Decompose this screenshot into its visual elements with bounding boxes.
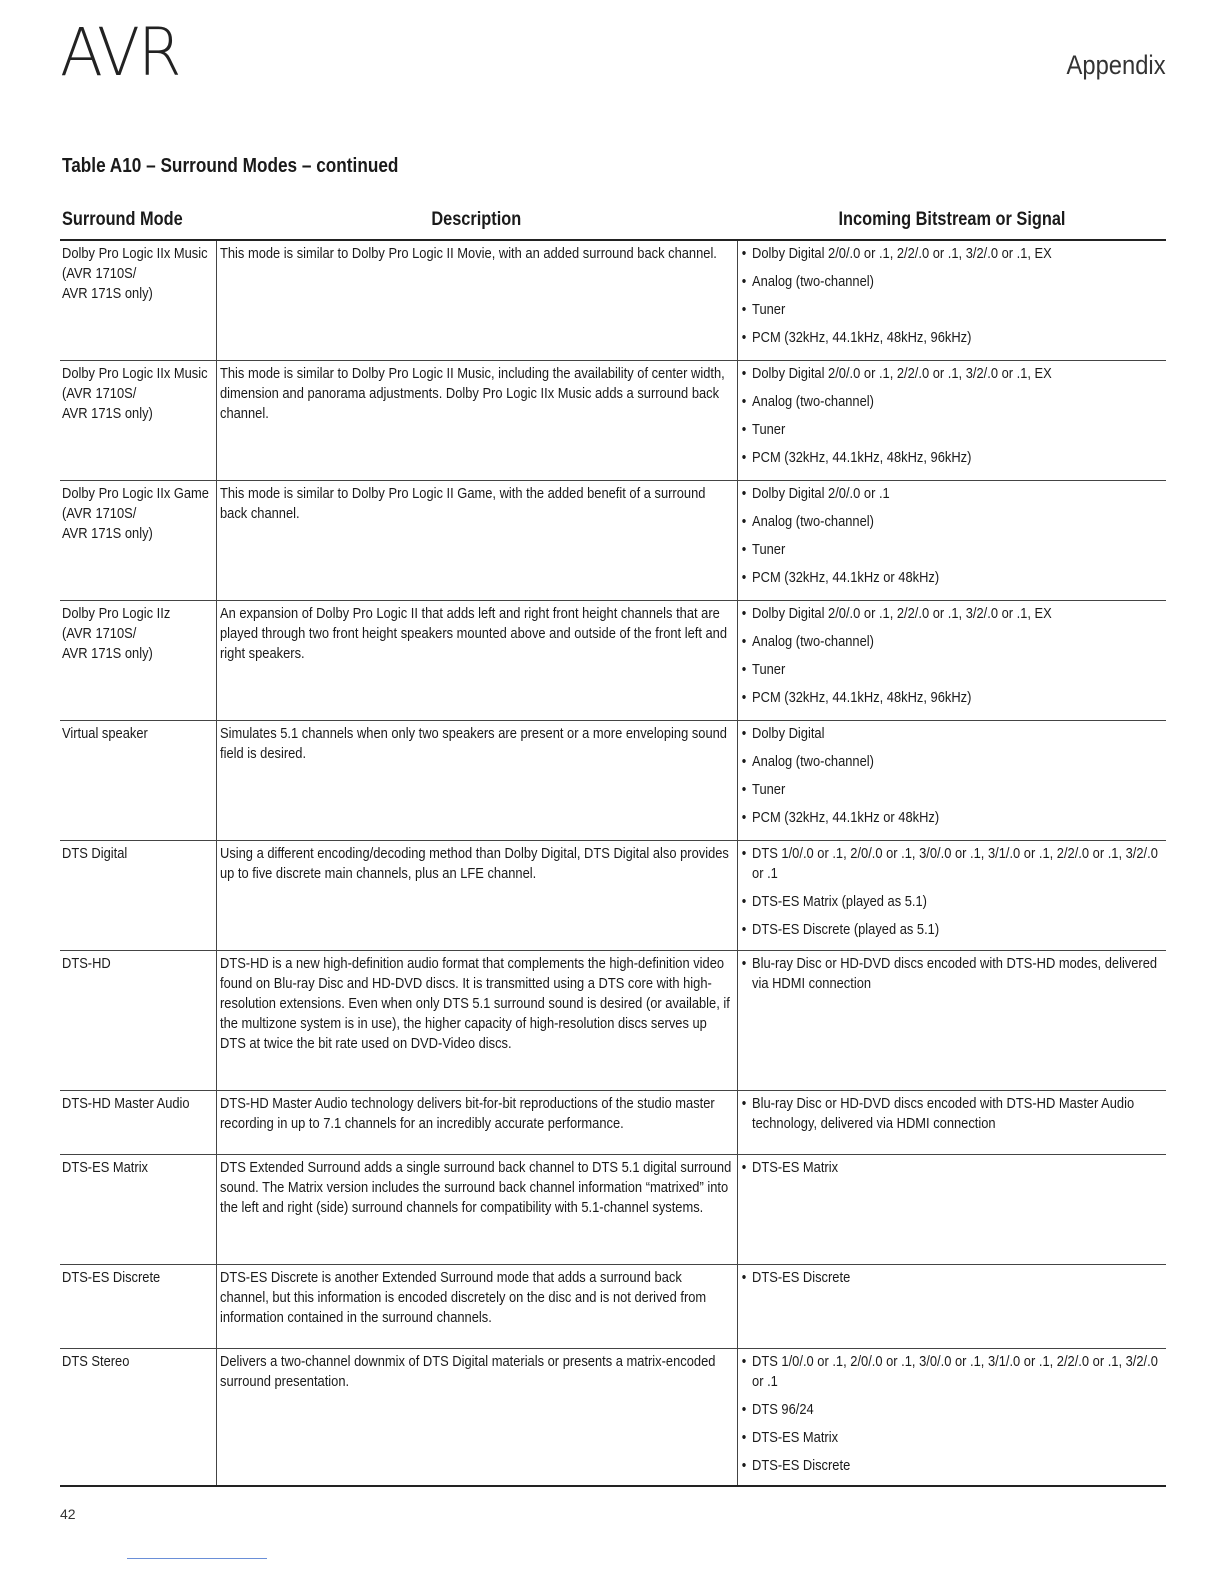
signal-list	[740, 604, 1163, 708]
signal-cell	[737, 950, 1166, 1090]
surround-mode-line: Dolby Pro Logic IIz	[62, 604, 171, 622]
signal-list-item: • Analog (two-channel)	[740, 512, 1163, 532]
description-cell	[216, 1090, 737, 1154]
signal-list	[740, 1158, 1163, 1178]
signal-list-item: • Dolby Digital 2/0/.0 or .1, 2/2/.0 or .1, 3/2/.0 or .1, EX	[740, 604, 1163, 624]
section-title: Appendix	[1066, 50, 1166, 80]
signal-list-item: • DTS-ES Matrix	[740, 1428, 1163, 1448]
signal-list-item: • Analog (two-channel)	[740, 752, 1163, 772]
signal-list-item: • PCM (32kHz, 44.1kHz, 48kHz, 96kHz)	[740, 448, 1163, 468]
description-text: This mode is similar to Dolby Pro Logic II Movie, with an added surround back channel.	[219, 245, 717, 262]
signal-list-item: • Dolby Digital	[740, 724, 1163, 744]
signal-list-item: • Dolby Digital 2/0/.0 or .1, 2/2/.0 or .1, 3/2/.0 or .1, EX	[740, 364, 1163, 384]
signal-list-item: • Blu-ray Disc or HD-DVD discs encoded with DTS-HD Master Audio technology, delivered via HDMI connection	[740, 1094, 1163, 1134]
description-cell	[216, 360, 737, 480]
surround-mode-cell	[60, 950, 216, 1090]
signal-list-item: • Tuner	[740, 420, 1163, 440]
signal-list-item: • Blu-ray Disc or HD-DVD discs encoded with DTS-HD modes, delivered via HDMI connection	[740, 954, 1163, 994]
surround-mode-line: Dolby Pro Logic IIx Music	[62, 245, 208, 262]
signal-list	[740, 484, 1163, 588]
brand-logo: AVR	[60, 14, 180, 91]
signal-list-item: • Analog (two-channel)	[740, 632, 1163, 652]
description-cell	[216, 480, 737, 600]
description-cell	[216, 950, 737, 1090]
description-text: DTS-ES Discrete is another Extended Surround mode that adds a surround back channel, but this information is encoded discretely on the disc and is not derived from information contained in the surround channels.	[219, 1268, 706, 1326]
description-text: An expansion of Dolby Pro Logic II that adds left and right front height channels that are played through two front height speakers mounted above and outside of the front left and right speakers.	[219, 604, 727, 662]
signal-cell	[737, 360, 1166, 480]
signal-list-item: • Tuner	[740, 780, 1163, 800]
signal-list-item: • DTS 96/24	[740, 1400, 1163, 1420]
signal-list	[740, 844, 1163, 940]
description-text: Delivers a two-channel downmix of DTS Digital materials or presents a matrix-encoded surround presentation.	[219, 1352, 715, 1390]
surround-mode-line: AVR 171S only)	[62, 285, 153, 302]
description-text: This mode is similar to Dolby Pro Logic II Music, including the availability of center width, dimension and panorama adjustments. Dolby Pro Logic IIx Music adds a surround back channel.	[219, 364, 725, 422]
footer-rule	[127, 1558, 267, 1559]
table-row	[60, 480, 1166, 600]
surround-mode-line: AVR 171S only)	[62, 404, 153, 422]
signal-list-item: • PCM (32kHz, 44.1kHz, 48kHz, 96kHz)	[740, 328, 1163, 348]
surround-mode-line: DTS Digital	[62, 844, 128, 862]
signal-cell	[737, 1348, 1166, 1486]
table-title: Table A10 – Surround Modes – continued	[62, 155, 399, 177]
surround-mode-line: DTS Stereo	[62, 1352, 130, 1370]
surround-mode-cell	[60, 480, 216, 600]
surround-mode-cell	[60, 1264, 216, 1348]
table-row	[60, 1348, 1166, 1486]
signal-list-item: • DTS 1/0/.0 or .1, 2/0/.0 or .1, 3/0/.0 or .1, 3/1/.0 or .1, 2/2/.0 or .1, 3/2/.0 or .1	[740, 844, 1163, 884]
signal-cell	[737, 1264, 1166, 1348]
signal-list	[740, 364, 1163, 468]
description-cell	[216, 720, 737, 840]
signal-list-item: • PCM (32kHz, 44.1kHz or 48kHz)	[740, 808, 1163, 828]
signal-list	[740, 1094, 1163, 1134]
surround-mode-line: DTS-HD Master Audio	[62, 1094, 190, 1112]
signal-list-item: • Analog (two-channel)	[740, 392, 1163, 412]
signal-list-item: • Tuner	[740, 660, 1163, 680]
signal-cell	[737, 240, 1166, 360]
signal-list-item: • DTS-ES Matrix	[740, 1158, 1163, 1178]
table-row	[60, 600, 1166, 720]
description-text: DTS-HD Master Audio technology delivers bit-for-bit reproductions of the studio master recording in up to 7.1 channels for an incredibly accurate performance.	[219, 1094, 715, 1132]
signal-list-item: • DTS-ES Discrete	[740, 1456, 1163, 1476]
signal-list-item: • Tuner	[740, 300, 1163, 320]
page-number: 42	[60, 1506, 76, 1522]
surround-mode-line: DTS-ES Discrete	[62, 1268, 161, 1286]
signal-cell	[737, 480, 1166, 600]
description-cell	[216, 1264, 737, 1348]
column-header-signal: Incoming Bitstream or Signal	[737, 202, 1166, 240]
surround-mode-line: (AVR 1710S/	[62, 265, 137, 282]
surround-mode-line: (AVR 1710S/	[62, 384, 137, 402]
description-text: Simulates 5.1 channels when only two speakers are present or a more enveloping sound field is desired.	[219, 724, 727, 762]
table-row	[60, 950, 1166, 1090]
surround-mode-line: Dolby Pro Logic IIx Game	[62, 484, 209, 502]
signal-cell	[737, 840, 1166, 950]
table-row	[60, 240, 1166, 360]
surround-mode-line: (AVR 1710S/	[62, 624, 137, 642]
description-cell	[216, 840, 737, 950]
signal-cell	[737, 720, 1166, 840]
signal-cell	[737, 600, 1166, 720]
surround-modes-table	[60, 202, 1166, 1487]
description-text: DTS Extended Surround adds a single surround back channel to DTS 5.1 digital surround sound. The Matrix version includes the surround back channel information “matrixed” into the left and right (side) surround channels for compatibility with 5.1-channel systems.	[219, 1158, 731, 1216]
surround-mode-line: DTS-HD	[62, 954, 111, 972]
description-text: This mode is similar to Dolby Pro Logic II Game, with the added benefit of a surround back channel.	[219, 484, 705, 522]
surround-mode-line: AVR 171S only)	[62, 524, 153, 542]
surround-mode-cell	[60, 1348, 216, 1486]
surround-mode-cell	[60, 360, 216, 480]
surround-mode-cell	[60, 600, 216, 720]
signal-list-item: • Dolby Digital 2/0/.0 or .1	[740, 484, 1163, 504]
column-header-mode: Surround Mode	[60, 202, 216, 240]
surround-mode-line: Dolby Pro Logic IIx Music	[62, 364, 208, 382]
surround-mode-line: AVR 171S only)	[62, 644, 153, 662]
signal-list	[740, 244, 1163, 348]
table-row	[60, 1264, 1166, 1348]
signal-list	[740, 1352, 1163, 1476]
description-cell	[216, 240, 737, 360]
signal-cell	[737, 1090, 1166, 1154]
table-row	[60, 840, 1166, 950]
description-cell	[216, 1348, 737, 1486]
signal-list-item: • DTS-ES Discrete	[740, 1268, 1163, 1288]
table-row	[60, 1154, 1166, 1264]
signal-list-item: • PCM (32kHz, 44.1kHz or 48kHz)	[740, 568, 1163, 588]
signal-list-item: • PCM (32kHz, 44.1kHz, 48kHz, 96kHz)	[740, 688, 1163, 708]
surround-mode-line: Virtual speaker	[62, 724, 148, 742]
description-text: DTS-HD is a new high-definition audio format that complements the high-definition video found on Blu-ray Disc and HD-DVD discs. It is transmitted using a DTS core with high-resolution extensions. Even when only DTS 5.1 surround sound is desired (or available, if the multizone system is in use), the higher capacity of high-resolution discs serves up DTS at twice the bit rate used on DVD-Video discs.	[219, 954, 730, 1052]
description-cell	[216, 600, 737, 720]
signal-list	[740, 1268, 1163, 1288]
signal-list-item: • Tuner	[740, 540, 1163, 560]
signal-list-item: • DTS-ES Matrix (played as 5.1)	[740, 892, 1163, 912]
surround-mode-cell	[60, 1154, 216, 1264]
surround-mode-cell	[60, 720, 216, 840]
column-header-description: Description	[216, 202, 737, 240]
table-row	[60, 1090, 1166, 1154]
description-cell	[216, 1154, 737, 1264]
signal-cell	[737, 1154, 1166, 1264]
surround-mode-cell	[60, 1090, 216, 1154]
signal-list-item: • DTS 1/0/.0 or .1, 2/0/.0 or .1, 3/0/.0 or .1, 3/1/.0 or .1, 2/2/.0 or .1, 3/2/.0 or .1	[740, 1352, 1163, 1392]
surround-mode-line: DTS-ES Matrix	[62, 1158, 149, 1176]
table-header-row	[60, 202, 1166, 240]
signal-list-item: • Dolby Digital 2/0/.0 or .1, 2/2/.0 or .1, 3/2/.0 or .1, EX	[740, 244, 1163, 264]
surround-mode-cell	[60, 240, 216, 360]
signal-list	[740, 954, 1163, 994]
signal-list	[740, 724, 1163, 828]
table-row	[60, 360, 1166, 480]
surround-mode-line: (AVR 1710S/	[62, 504, 137, 522]
description-text: Using a different encoding/decoding method than Dolby Digital, DTS Digital also provides up to five discrete main channels, plus an LFE channel.	[219, 844, 729, 882]
signal-list-item: • Analog (two-channel)	[740, 272, 1163, 292]
surround-mode-cell	[60, 840, 216, 950]
signal-list-item: • DTS-ES Discrete (played as 5.1)	[740, 920, 1163, 940]
table-row	[60, 720, 1166, 840]
